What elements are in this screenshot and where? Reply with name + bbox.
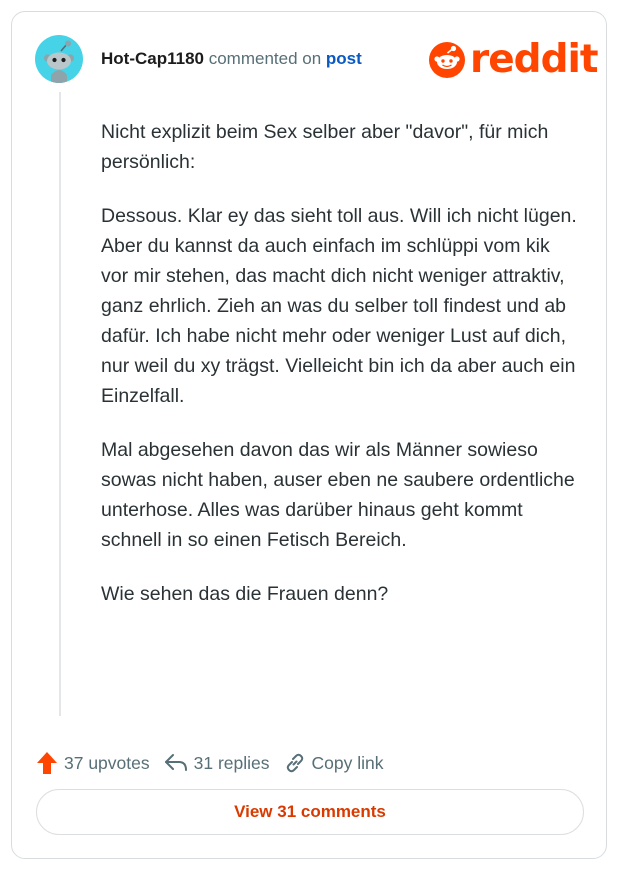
thread-line — [59, 92, 61, 716]
reddit-logo-icon — [428, 41, 466, 79]
upvote-count: 37 upvotes — [64, 752, 150, 773]
reply-icon — [164, 753, 188, 773]
replies-count: 31 replies — [193, 752, 270, 773]
comment-paragraph: Nicht explizit beim Sex selber aber "davor", für mich persönlich: — [101, 121, 549, 173]
comment-paragraph: Dessous. Klar ey das sieht toll aus. Will ich nicht lügen. Aber du kannst da auch einfach im schlüppi vom kik vor mir stehen, das macht dich nicht weniger attraktiv, ganz ehrlich. Zieh an was du selber toll findest und ab dafür. Ich habe nicht mehr oder weniger Lust auf dich, nur weil du xy trägst. Vielleicht bin ich da aber auch ein Einzelfall. — [101, 205, 577, 407]
copy-link-button[interactable] — [284, 752, 384, 774]
reddit-logo — [428, 37, 598, 82]
comment-paragraph: Wie sehen das die Frauen denn? — [101, 583, 389, 605]
post-link[interactable]: post — [325, 49, 362, 68]
upvote-icon — [36, 751, 58, 775]
upvote-button[interactable] — [36, 751, 150, 775]
comment-header — [101, 49, 362, 69]
copy-link-label: Copy link — [311, 752, 384, 773]
view-comments-button[interactable]: View 31 comments — [36, 789, 584, 835]
link-icon — [284, 752, 306, 774]
snoo-avatar-icon — [35, 35, 83, 83]
username-link[interactable]: Hot-Cap1180 — [101, 49, 204, 68]
user-avatar[interactable] — [35, 35, 83, 83]
replies-button[interactable] — [164, 753, 270, 774]
comment-body — [101, 117, 581, 633]
reddit-wordmark: reddit — [470, 37, 598, 82]
commented-on-text: commented on — [208, 49, 322, 68]
comment-paragraph: Mal abgesehen davon das wir als Männer sowieso sowas nicht haben, auser eben ne saubere ordentliche unterhose. Alles was darüber hinaus geht kommt schnell in so einen Fetisch Bereich. — [101, 439, 575, 551]
action-bar — [36, 751, 398, 775]
